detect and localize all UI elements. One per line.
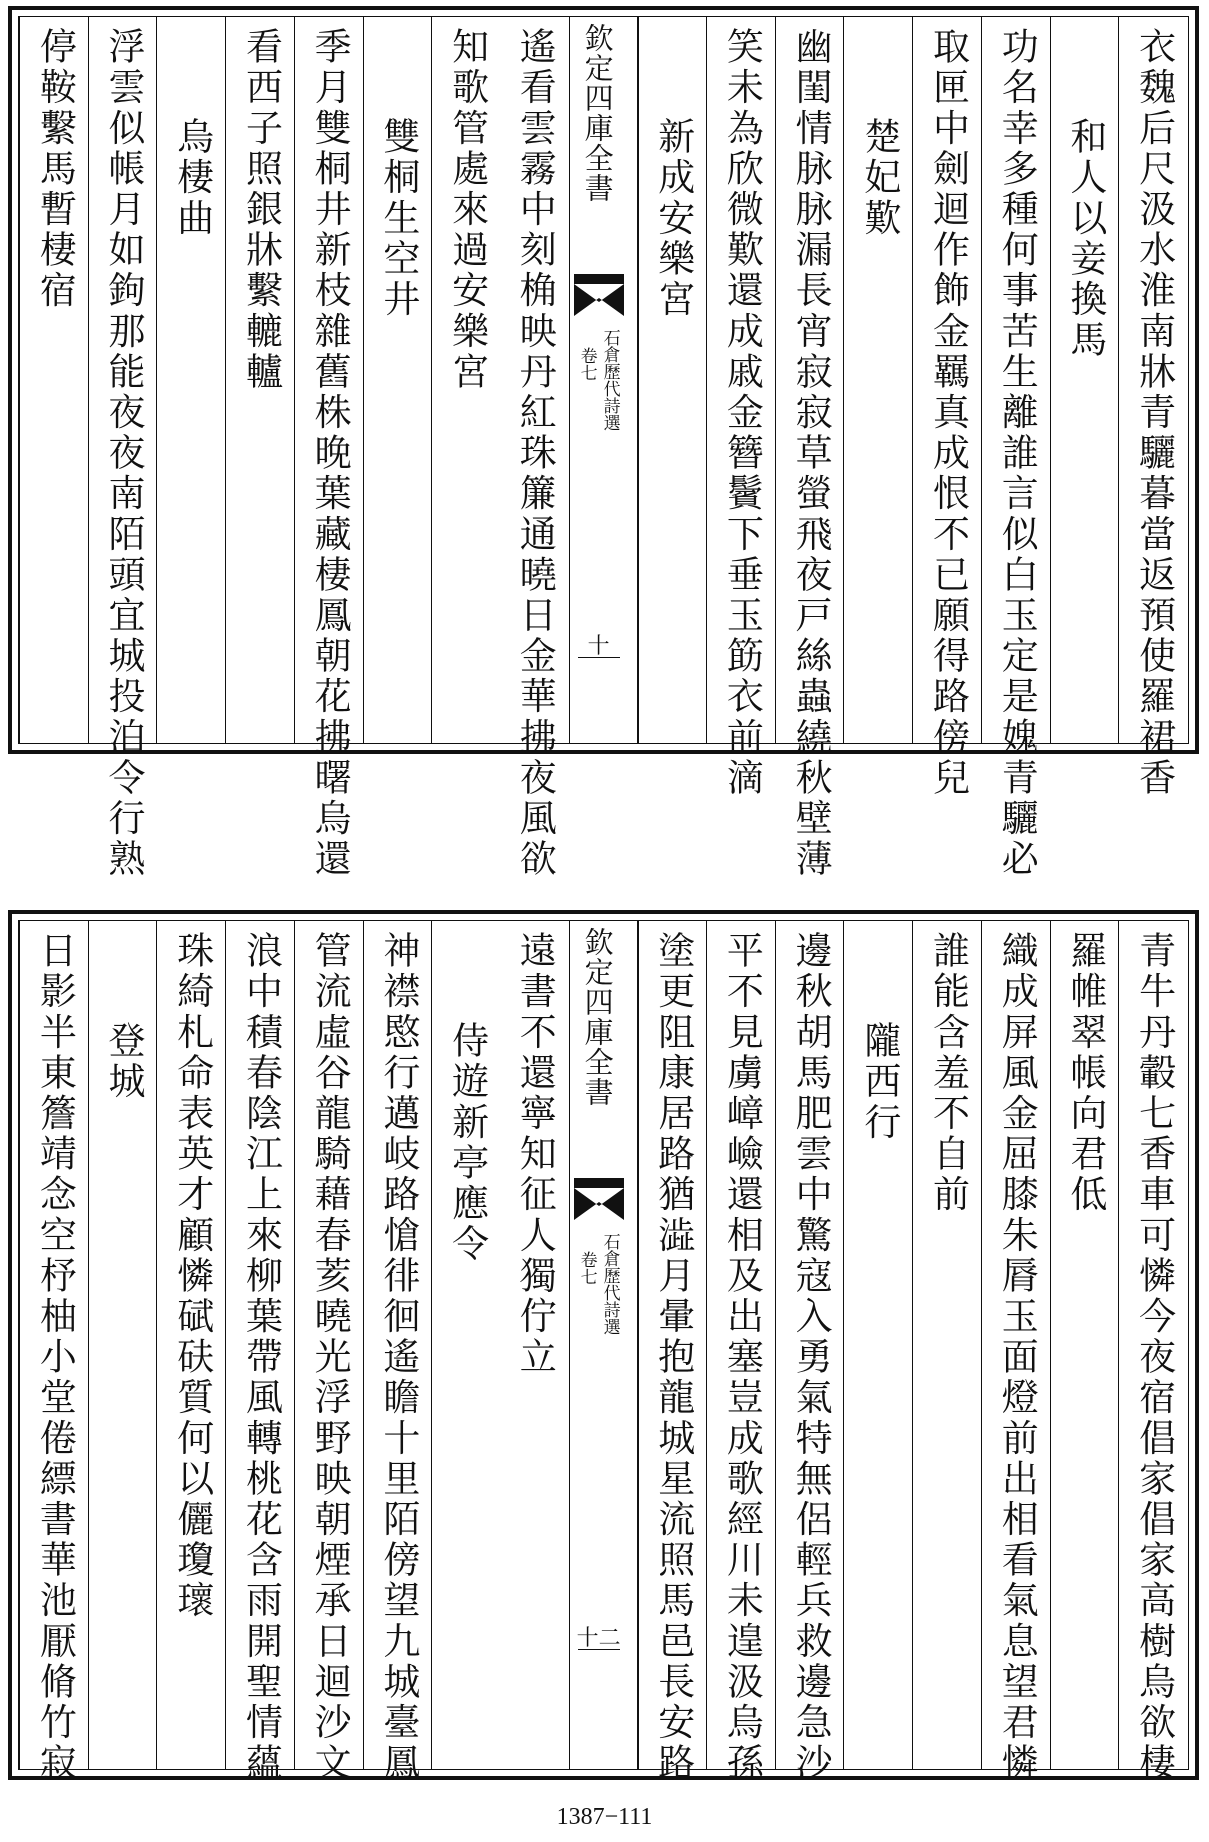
text-column bbox=[775, 921, 845, 1784]
poem-line: 浮雲似帳月如鉤那能夜夜南陌頭宜城投泊令行熟 bbox=[102, 27, 146, 880]
text-column bbox=[1118, 17, 1188, 799]
source-title: 石倉歷代詩選 bbox=[599, 1233, 620, 1335]
fishtail-mark-icon bbox=[570, 272, 628, 318]
text-column bbox=[637, 921, 707, 1784]
text-column bbox=[637, 17, 707, 743]
text-column bbox=[225, 921, 295, 1784]
poem-line: 笑未為欣微歎還成戚金簪鬢下垂玉筯衣前滴 bbox=[720, 27, 764, 799]
text-column bbox=[156, 921, 226, 1769]
poem-line: 青牛丹轂七香車可憐今夜宿倡家倡家高樹烏欲棲 bbox=[1132, 931, 1176, 1784]
poem-line: 衣魏后尺汲水淮南牀青驪暮當返預使羅裙香 bbox=[1132, 27, 1176, 799]
poem-title: 和人以妾換馬 bbox=[1063, 117, 1107, 361]
top-page-center-fold bbox=[569, 17, 640, 743]
text-column bbox=[294, 17, 364, 880]
header-title: 欽定四庫全書 bbox=[580, 23, 615, 203]
poem-line: 幽閨情脉脉漏長宵寂寂草螢飛夜戸絲蟲繞秋壁薄 bbox=[789, 27, 833, 880]
text-column bbox=[363, 921, 433, 1784]
poem-line: 知歌管處來過安樂宮 bbox=[445, 27, 489, 393]
poem-title: 侍遊新亭應令 bbox=[445, 1021, 489, 1265]
folio-number: 十二 bbox=[576, 1626, 621, 1651]
poem-line: 平不見虜嶂嶮還相及出塞豈成歌經川未遑汲烏孫 bbox=[720, 931, 764, 1784]
top-page bbox=[8, 6, 1199, 880]
text-column bbox=[1118, 921, 1188, 1784]
text-column bbox=[1050, 921, 1120, 1769]
text-column bbox=[88, 921, 158, 1769]
poem-title: 新成安樂宮 bbox=[651, 117, 695, 320]
top-page-text-area bbox=[18, 16, 1189, 880]
poem-title: 雙桐生空井 bbox=[376, 117, 420, 320]
text-column bbox=[843, 17, 913, 743]
text-column bbox=[843, 921, 913, 1769]
bottom-page-text-area bbox=[18, 920, 1189, 1784]
text-column bbox=[706, 17, 776, 799]
poem-title: 登城 bbox=[102, 1021, 146, 1103]
poem-line: 神襟愍行邁岐路愴徘徊遙瞻十里陌傍望九城臺鳳 bbox=[376, 931, 420, 1784]
poem-line: 塗更阻康居路猶澁月暈抱龍城星流照馬邑長安路 bbox=[651, 931, 695, 1784]
poem-title: 楚妃歎 bbox=[857, 117, 901, 239]
bottom-page-center-fold bbox=[569, 921, 640, 1769]
text-column bbox=[19, 17, 89, 743]
poem-title: 烏棲曲 bbox=[170, 117, 214, 239]
text-column bbox=[294, 921, 364, 1784]
poem-line: 邊秋胡馬肥雲中驚寇入勇氣特無侶輕兵救邊急沙 bbox=[789, 931, 833, 1784]
poem-line: 遠書不還寧知征人獨佇立 bbox=[513, 931, 557, 1378]
source-label bbox=[576, 329, 621, 431]
poem-line: 日影半東簷靖念空杼柚小堂倦縹書華池厭脩竹寂 bbox=[33, 931, 77, 1784]
poem-line: 誰能含羞不自前 bbox=[926, 931, 970, 1216]
poem-line: 功名幸多種何事苦生離誰言似白玉定是媿青驪必 bbox=[995, 27, 1039, 880]
text-column bbox=[225, 17, 295, 743]
volume-label: 卷七 bbox=[576, 1251, 597, 1285]
text-column bbox=[431, 921, 501, 1769]
poem-title: 隴西行 bbox=[857, 1021, 901, 1143]
text-column bbox=[431, 17, 501, 743]
poem-line: 看西子照銀牀繫轆轤 bbox=[239, 27, 283, 393]
poem-line: 管流虛谷龍騎藉春荄曉光浮野映朝煙承日迴沙文 bbox=[308, 931, 352, 1784]
poem-line: 取匣中劍迴作飾金羈真成恨不已願得路傍兒 bbox=[926, 27, 970, 799]
page-number-footer: 1387−111 bbox=[556, 1804, 653, 1830]
header-title: 欽定四庫全書 bbox=[580, 927, 615, 1107]
text-column bbox=[500, 921, 569, 1769]
poem-line: 遙看雲霧中刻桷映丹紅珠簾通曉日金華拂夜風欲 bbox=[513, 27, 557, 880]
text-column bbox=[19, 921, 89, 1784]
source-label bbox=[576, 1233, 621, 1335]
poem-line: 羅帷翠帳向君低 bbox=[1063, 931, 1107, 1216]
bottom-page bbox=[8, 910, 1199, 1784]
folio-number: 十 bbox=[587, 634, 610, 659]
text-column bbox=[981, 17, 1051, 880]
poem-line: 珠綺札命表英才顧憐碔砆質何以儷瓊瓌 bbox=[170, 931, 214, 1622]
poem-line: 季月雙桐井新枝雜舊株晚葉藏棲鳳朝花拂曙烏還 bbox=[308, 27, 352, 880]
text-column bbox=[775, 17, 845, 880]
poem-line: 停鞍繫馬暫棲宿 bbox=[33, 27, 77, 312]
text-column bbox=[912, 921, 982, 1769]
text-column bbox=[1050, 17, 1120, 743]
poem-line: 浪中積春陰江上來柳葉帶風轉桃花含雨開聖情蘊 bbox=[239, 931, 283, 1784]
fishtail-mark-icon bbox=[570, 1176, 628, 1222]
text-column bbox=[88, 17, 158, 880]
text-column bbox=[500, 17, 569, 880]
source-title: 石倉歷代詩選 bbox=[599, 329, 620, 431]
poem-line: 織成屏風金屈膝朱脣玉面燈前出相看氣息望君憐 bbox=[995, 931, 1039, 1784]
text-column bbox=[706, 921, 776, 1784]
volume-label: 卷七 bbox=[576, 347, 597, 381]
text-column bbox=[912, 17, 982, 799]
text-column bbox=[981, 921, 1051, 1784]
text-column bbox=[363, 17, 433, 743]
text-column bbox=[156, 17, 226, 743]
